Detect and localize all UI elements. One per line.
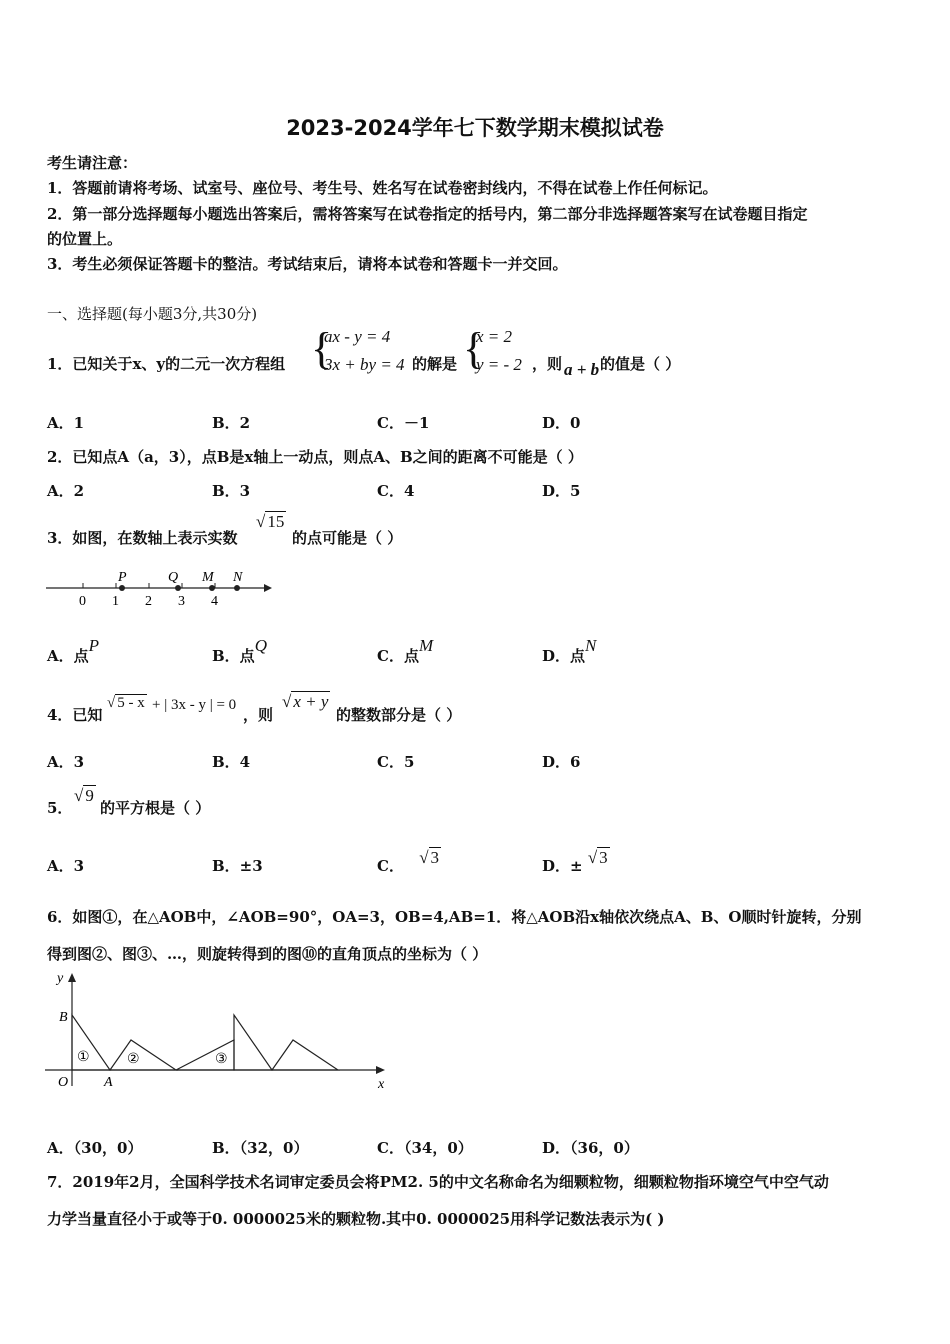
q5-option-d-label: D．± [542,857,583,875]
page-title: 2023-2024学年七下数学期末模拟试卷 [286,116,664,140]
point-label-p: P [118,570,127,585]
q5-suffix: 的平方根是（ ） [100,799,211,817]
q4-prefix: 4．已知 [47,706,103,724]
q3-option-d[interactable] [542,636,597,666]
q5-option-c-label: C． [377,857,404,875]
notice-header: 考生请注意： [47,154,138,172]
number-line-arrow [264,584,272,592]
x-axis-arrow [376,1066,385,1074]
q4-rad2: x + y [293,692,329,711]
point-label-n: N [233,570,243,585]
tick-label-4: 4 [211,594,218,609]
q1-brace-right: { [463,324,485,373]
point-p [119,585,125,591]
q1-suffix: 的值是（ ） [600,355,681,373]
q1-option-a[interactable]: A．1 [47,414,85,432]
q3-option-b-label: B．点 [212,647,255,665]
point-q [175,585,181,591]
q4-option-d[interactable]: D．6 [542,753,581,771]
q4-option-b[interactable]: B．4 [212,753,251,771]
notice-item-1: 1．答题前请将考场、试室号、座位号、考生号、姓名写在试卷密封线内，不得在试卷上作任何标记。 [47,179,718,197]
q3-option-b-letter: Q [254,636,267,655]
q5-option-d[interactable] [542,848,610,876]
q4-then: ，则 [243,706,274,724]
notice-item-3: 3．考生必须保证答题卡的整洁。考试结束后，请将本试卷和答题卡一并交回。 [47,255,568,273]
q6-option-c[interactable]: C．（34，0） [377,1139,473,1157]
q2-option-a[interactable]: A．2 [47,482,85,500]
q3-option-a[interactable] [47,636,100,666]
q3-option-a-label: A．点 [47,647,89,665]
section-heading: 一、选择题(每小题3分,共30分) [47,305,258,323]
q4-rad1: 5 - x [117,695,145,711]
triangle-5 [272,1040,338,1070]
q6-line-1: 6．如图①，在△AOB中，∠AOB=90°，OA=3，OB=4,AB=1．将△AOB沿x轴依次绕点A、B、O顺时针旋转，分别 [47,908,862,926]
tick-label-2: 2 [145,594,152,609]
q2-option-d[interactable]: D．5 [542,482,581,500]
q1-then: ，则 [532,355,563,373]
q6-option-d[interactable]: D．（36，0） [542,1139,639,1157]
q2-option-c[interactable]: C．4 [377,482,415,500]
q4-suffix: 的整数部分是（ ） [336,706,462,724]
label-b: B [59,1010,68,1025]
q5-option-c-radicand: 3 [430,848,440,867]
q7-line-1: 7．2019年2月，全国科学技术名词审定委员会将PM2. 5的中文名称命名为细颗粒物，细颗粒物指环境空气中空气动 [47,1173,829,1191]
q5-option-d-radicand: 3 [599,848,608,867]
q3-option-c-label: C．点 [377,647,419,665]
q3-number-line [40,565,280,610]
q3-suffix: 的点可能是（ ） [292,529,403,547]
q3-option-c-letter: M [418,636,434,655]
label-y: y [57,971,64,986]
q1-option-c[interactable]: C．－1 [377,414,430,432]
q1-option-d[interactable]: D．0 [542,414,581,432]
label-fig-3: ③ [215,1051,228,1067]
q5-sqrt: √ 9 [74,786,94,805]
notice-item-2: 2．第一部分选择题每小题选出答案后，需将答案写在试卷指定的括号内，第二部分非选择题答案写在试卷题目指定 [47,205,808,223]
q3-option-d-letter: N [585,636,597,655]
tick-label-3: 3 [178,594,185,609]
tick-label-0: 0 [79,594,86,609]
label-fig-1: ① [77,1049,90,1065]
q1-eq2: 3x + by = 4 [324,355,405,374]
label-x: x [378,1077,385,1092]
q1-expr: a + b [564,360,600,379]
q4-option-c[interactable]: C．5 [377,753,415,771]
tick-label-1: 1 [112,594,119,609]
q5-option-d-sqrt: √ 3 [587,848,608,867]
q3-option-d-label: D．点 [542,647,586,665]
q3-sqrt: √ 15 [256,512,285,531]
q1-prefix: 1．已知关于x、y的二元一次方程组 [47,355,286,373]
q6-option-b[interactable]: B．（32，0） [212,1139,309,1157]
point-label-q: Q [168,570,179,585]
label-fig-2: ② [127,1051,140,1067]
q3-prefix: 3．如图，在数轴上表示实数 [47,529,238,547]
q1-mid: 的解是 [412,355,458,373]
q6-option-a[interactable]: A．（30，0） [47,1139,143,1157]
q5-radicand: 9 [85,786,94,805]
label-a: A [104,1075,113,1090]
point-m [209,585,215,591]
q1-sol1: x = 2 [476,327,513,346]
triangle-4 [234,1015,272,1070]
triangle-2 [110,1040,176,1070]
q3-option-a-letter: P [88,636,100,655]
q5-option-c[interactable] [377,848,440,876]
q5-option-a[interactable]: A．3 [47,857,85,875]
q4-sqrt-1: √ 5 - x [107,695,145,711]
q6-line-2: 得到图②、图③、…，则旋转得到的图⑩的直角顶点的坐标为（ ） [47,945,488,963]
label-o: O [58,1075,69,1090]
notice-item-2-cont: 的位置上。 [47,230,123,248]
point-n [234,585,240,591]
q7-line-2: 力学当量直径小于或等于0. 0000025米的颗粒物.其中0. 0000025用科学记数法表示为( ) [47,1210,665,1228]
q5-option-c-sqrt: √ 3 [419,848,440,867]
q4-abs-expr: + | 3x - y | = 0 [152,697,237,713]
q4-sqrt-2: √ x + y [282,692,329,711]
q1-option-b[interactable]: B．2 [212,414,251,432]
q3-radicand: 15 [267,512,285,531]
q3-option-c[interactable] [377,636,434,666]
q1-sol2: y = - 2 [476,355,522,374]
point-label-m: M [202,570,214,585]
q2-text: 2．已知点A（a，3），点B是x轴上一动点，则点A、B之间的距离不可能是（ ） [47,448,583,466]
q2-option-b[interactable]: B．3 [212,482,251,500]
q4-option-a[interactable]: A．3 [47,753,85,771]
q1-eq1: ax - y = 4 [324,327,391,346]
q3-option-b[interactable] [212,636,267,666]
y-axis-arrow [68,973,76,982]
q1-brace-left: { [311,324,333,373]
q5-option-b[interactable]: B．±3 [212,857,263,875]
q5-prefix: 5． [47,799,73,817]
q6-rotation-figure [45,968,395,1093]
